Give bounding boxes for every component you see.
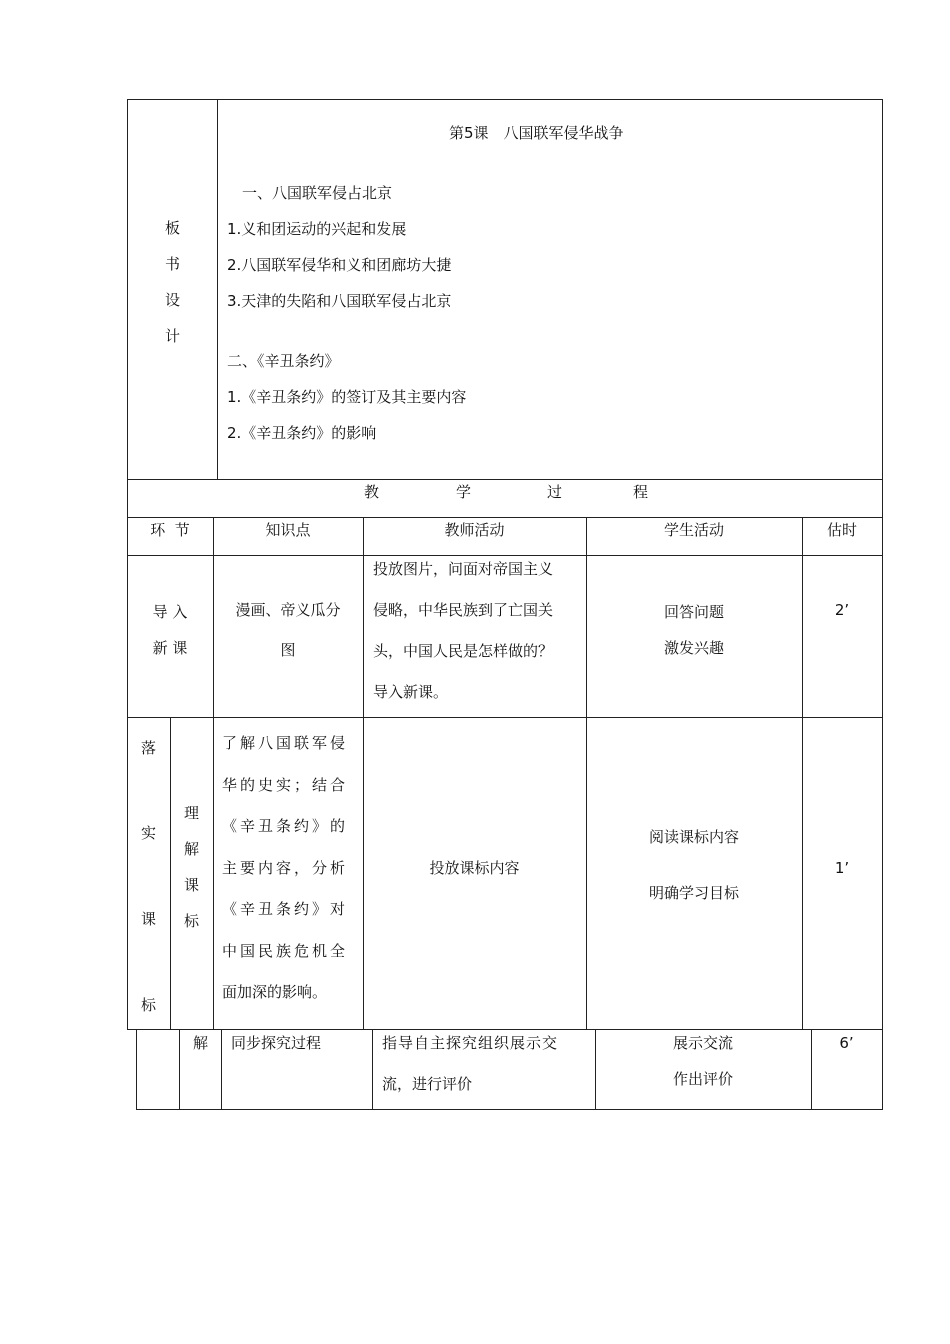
teacher-cell: 流，进行评价	[382, 1075, 473, 1093]
knowledge-cell: 《辛丑条约》的	[222, 817, 349, 835]
process-title-char: 教	[364, 483, 380, 501]
time-cell: 2’	[834, 601, 850, 619]
board-item: 2.《辛丑条约》的影响	[227, 424, 377, 442]
process-title-char: 学	[456, 483, 472, 501]
student-cell: 阅读课标内容	[648, 828, 739, 846]
student-cell: 作出评价	[672, 1070, 733, 1088]
student-cell: 激发兴趣	[663, 639, 724, 657]
header-stage: 环 节	[150, 521, 190, 539]
header-time: 估时	[826, 521, 857, 539]
knowledge-cell: 图	[280, 641, 296, 659]
stage-cell: 导 入	[152, 603, 188, 621]
board-item: 1.义和团运动的兴起和发展	[227, 220, 407, 238]
header-knowledge: 知识点	[265, 521, 311, 539]
knowledge-cell: 面加深的影响。	[222, 983, 328, 1001]
student-cell: 明确学习目标	[648, 884, 739, 902]
stage-inner-char: 标	[184, 912, 200, 930]
stage-outer-char: 标	[141, 996, 157, 1014]
process-title-char: 过	[547, 483, 563, 501]
teacher-cell: 指导自主探究组织展示交	[382, 1034, 559, 1052]
stage-inner-char: 解	[193, 1034, 209, 1052]
stage-outer-char: 课	[141, 910, 157, 928]
process-title-char: 程	[633, 483, 649, 501]
board-item: 3.天津的失陷和八国联军侵占北京	[227, 292, 452, 310]
section-heading: 一、八国联军侵占北京	[242, 184, 393, 202]
teacher-cell: 头，中国人民是怎样做的？	[373, 642, 554, 660]
teacher-cell: 侵略，中华民族到了亡国关	[373, 601, 554, 619]
section-heading: 二、《辛丑条约》	[227, 352, 340, 370]
board-label-char: 板	[165, 219, 181, 237]
student-cell: 回答问题	[663, 603, 724, 621]
teacher-cell: 导入新课。	[373, 683, 449, 701]
board-item: 2.八国联军侵华和义和团廊坊大捷	[227, 256, 452, 274]
board-label-char: 设	[165, 291, 181, 309]
teacher-cell: 投放课标内容	[429, 859, 520, 877]
time-cell: 6’	[839, 1034, 854, 1052]
stage-outer-char: 落	[141, 739, 157, 757]
stage-outer-char: 实	[141, 824, 157, 842]
header-student: 学生活动	[663, 521, 724, 539]
time-cell: 1’	[834, 859, 850, 877]
stage-inner-char: 理	[184, 804, 200, 822]
knowledge-cell: 《辛丑条约》对	[222, 900, 349, 918]
stage-inner-char: 解	[184, 840, 200, 858]
knowledge-cell: 漫画、帝义瓜分	[235, 601, 341, 619]
knowledge-cell: 华的史实；结合	[222, 776, 349, 794]
knowledge-cell: 中国民族危机全	[222, 942, 349, 960]
stage-inner-char: 课	[184, 876, 200, 894]
teacher-cell: 投放图片，问面对帝国主义	[373, 560, 554, 578]
knowledge-cell: 了解八国联军侵	[222, 734, 349, 752]
lesson-title: 第5课 八国联军侵华战争	[449, 124, 624, 142]
header-teacher: 教师活动	[444, 521, 505, 539]
board-label-char: 书	[165, 255, 181, 273]
knowledge-cell: 主要内容，分析	[222, 859, 349, 877]
student-cell: 展示交流	[672, 1034, 733, 1052]
knowledge-cell: 同步探究过程	[231, 1034, 322, 1052]
stage-cell: 新 课	[152, 639, 188, 657]
board-item: 1.《辛丑条约》的签订及其主要内容	[227, 388, 467, 406]
board-label-char: 计	[165, 327, 181, 345]
